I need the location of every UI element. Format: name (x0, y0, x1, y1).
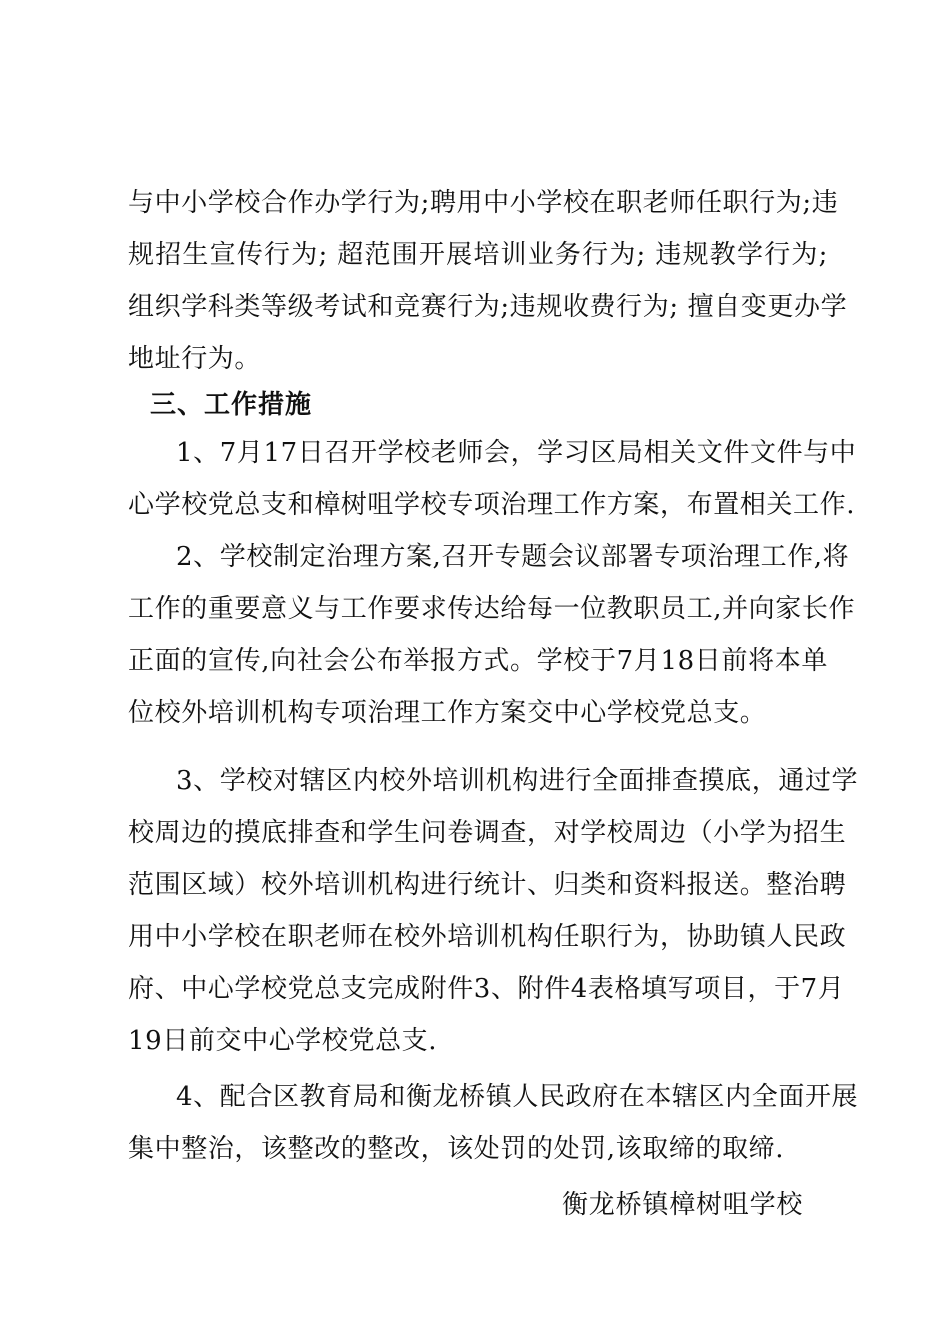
body-line: 地址行为。 (128, 344, 262, 374)
item3-line: 用中小学校在职老师在校外培训机构任职行为，协助镇人民政 (128, 922, 847, 952)
item1-line: 心学校党总支和樟树咀学校专项治理工作方案，布置相关工作. (128, 490, 856, 520)
item3-line: 校周边的摸底排查和学生问卷调查，对学校周边（小学为招生 (128, 818, 847, 848)
item3-line: 范围区域）校外培训机构进行统计、归类和资料报送。整治聘 (128, 870, 847, 900)
item3-line: 府、中心学校党总支完成附件3、附件4表格填写项目，于7月 (128, 974, 845, 1004)
body-line: 组织学科类等级考试和竞赛行为;违规收费行为; 擅自变更办学 (128, 292, 848, 322)
body-line: 规招生宣传行为; 超范围开展培训业务行为; 违规教学行为; (128, 240, 828, 270)
item4-line: 集中整治，该整改的整改，该处罚的处罚,该取缔的取缔. (128, 1134, 785, 1164)
body-line: 与中小学校合作办学行为;聘用中小学校在职老师任职行为;违 (128, 188, 839, 218)
item3-line: 3、学校对辖区内校外培训机构进行全面排查摸底，通过学 (176, 766, 859, 796)
item1-line: 1、7月17日召开学校老师会，学习区局相关文件文件与中 (176, 438, 857, 468)
item3-line: 19日前交中心学校党总支. (128, 1026, 438, 1056)
item2-line: 位校外培训机构专项治理工作方案交中心学校党总支。 (128, 698, 767, 728)
signature: 衡龙桥镇樟树咀学校 (562, 1190, 804, 1220)
item2-line: 工作的重要意义与工作要求传达给每一位教职员工,并向家长作 (128, 594, 856, 624)
item2-line: 2、学校制定治理方案,召开专题会议部署专项治理工作,将 (176, 542, 850, 572)
section-heading: 三、工作措施 (150, 390, 313, 420)
item2-line: 正面的宣传,向社会公布举报方式。学校于7月18日前将本单 (128, 646, 828, 676)
item4-line: 4、配合区教育局和衡龙桥镇人民政府在本辖区内全面开展 (176, 1082, 859, 1112)
